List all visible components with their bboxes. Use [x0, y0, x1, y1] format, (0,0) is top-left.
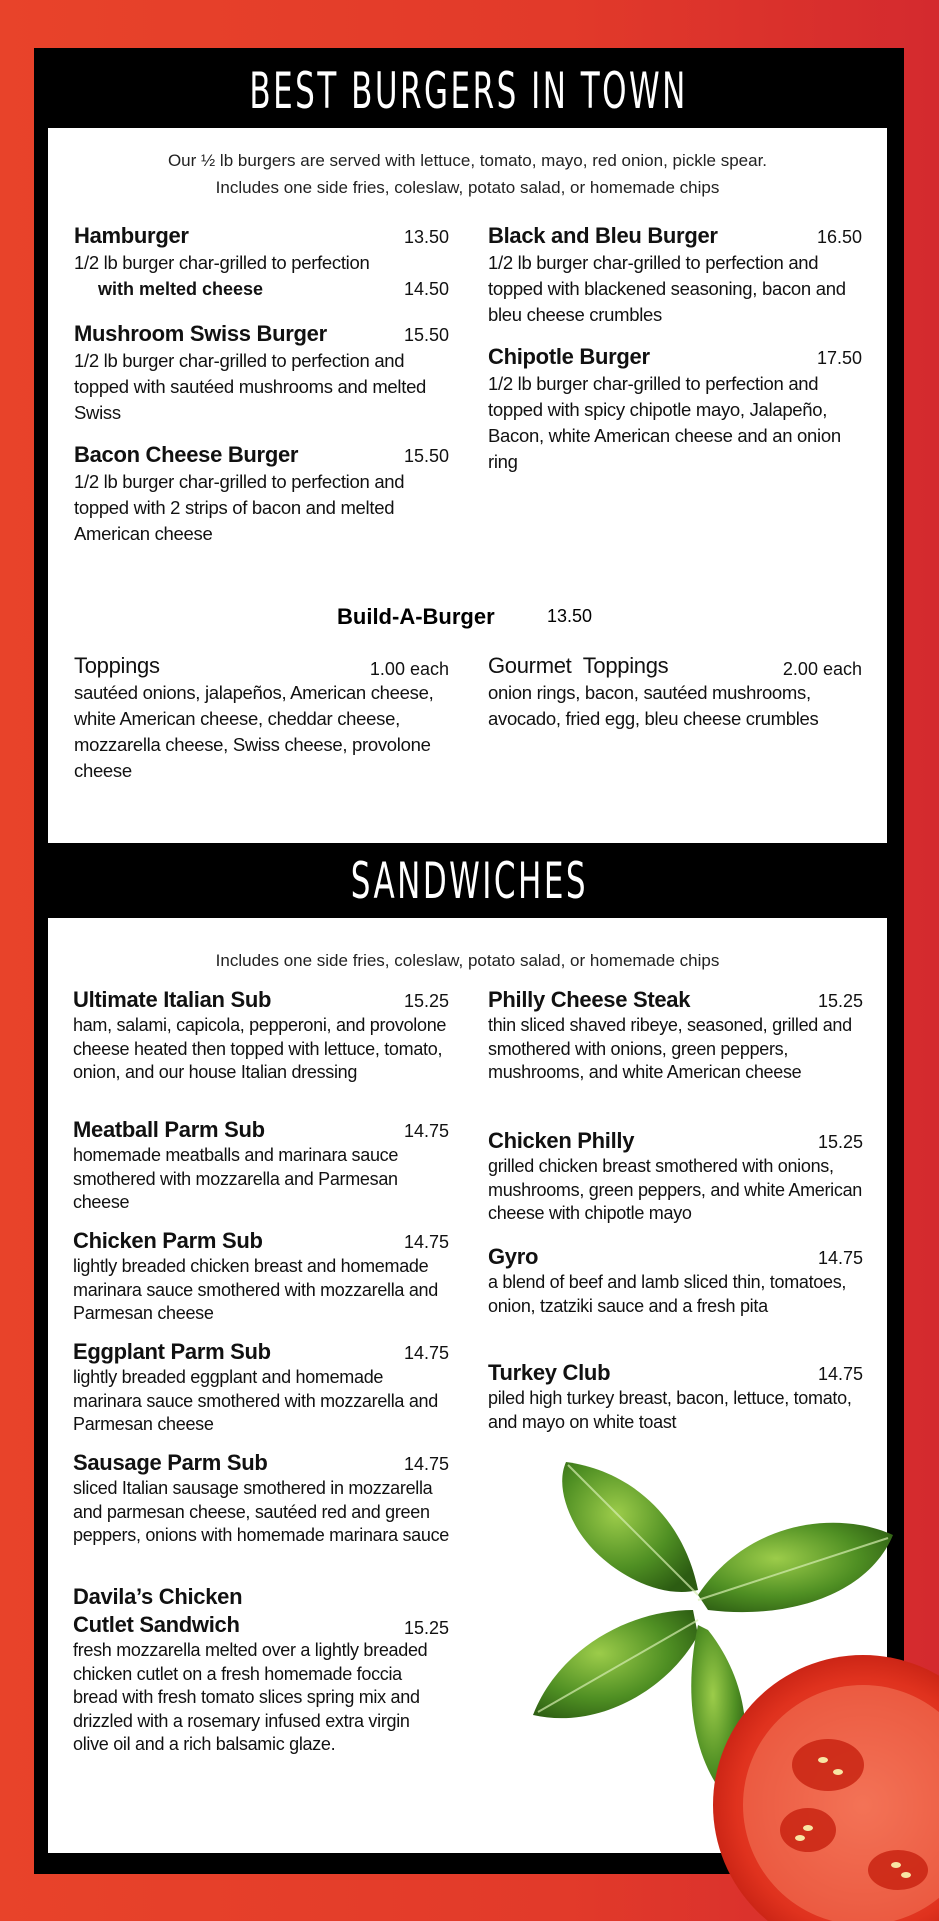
burgers-heading: BEST BURGERS IN TOWN — [249, 62, 689, 120]
menu-item-black-bleu: Black and Bleu Burger 16.50 1/2 lb burger char-grilled to perfection and topped with blackened seasoning, bacon and bleu cheese crumbles — [488, 223, 862, 325]
toppings-block: Toppings 1.00 each sautéed onions, jalapeños, American cheese, white American cheese, cheddar cheese, mozzarella cheese, Swiss cheese, provolone cheese — [74, 653, 449, 781]
menu-item-bacon-cheese: Bacon Cheese Burger 15.50 1/2 lb burger char-grilled to perfection and topped with 2 strips of bacon and melted American cheese — [74, 442, 449, 544]
tomato-icon — [713, 1655, 939, 1921]
build-a-burger-title: Build-A-Burger — [337, 604, 495, 629]
menu-item-eggplant-parm: Eggplant Parm Sub 14.75 lightly breaded eggplant and homemade marinara sauce smothered with mozzarella and Parmesan cheese — [73, 1339, 449, 1434]
burgers-intro: Our ½ lb burgers are served with lettuce, tomato, mayo, red onion, pickle spear. Includes one side fries, coleslaw, potato salad, or homemade chips — [167, 151, 768, 197]
menu-item-meatball-parm: Meatball Parm Sub 14.75 homemade meatballs and marinara sauce smothered with mozzarella and Parmesan cheese — [73, 1117, 449, 1212]
sandwiches-heading: SANDWICHES — [350, 852, 588, 910]
menu-item-chipotle: Chipotle Burger 17.50 1/2 lb burger char-grilled to perfection and topped with spicy chipotle mayo, Jalapeño, Bacon, white American cheese and an onion ring — [488, 344, 862, 472]
menu-item-turkey-club: Turkey Club 14.75 piled high turkey breast, bacon, lettuce, tomato, and mayo on white toast — [488, 1360, 863, 1432]
menu-item-davilas-chicken-cutlet: Davila’s Chicken Cutlet Sandwich 15.25 fresh mozzarella melted over a lightly breaded chicken cutlet on a fresh homemade foccia bread with fresh tomato slices spring mix and drizzled with a rosemary infused extra virgin olive oil and a rich balsamic glaze. — [73, 1584, 449, 1754]
hamburger-cheese-option: with melted cheese 14.50 — [98, 279, 449, 299]
menu-item-sausage-parm: Sausage Parm Sub 14.75 sliced Italian sausage smothered in mozzarella and parmesan cheese, sautéed red and green peppers, onions with homemade marinara sauce — [73, 1450, 450, 1545]
build-a-burger-price: 13.50 — [547, 606, 593, 626]
menu-item-hamburger: Hamburger 13.50 1/2 lb burger char-grilled to perfection with melted cheese 14.50 — [74, 222, 449, 302]
basil-tomato-illustration — [508, 1460, 939, 1921]
menu-item-philly-cheese-steak: Philly Cheese Steak 15.25 thin sliced shaved ribeye, seasoned, grilled and smothered with onions, green peppers, mushrooms, and white American cheese — [488, 987, 863, 1082]
menu-item-gyro: Gyro 14.75 a blend of beef and lamb sliced thin, tomatoes, onion, tzatziki sauce and a fresh pita — [488, 1244, 863, 1316]
menu-item-chicken-parm: Chicken Parm Sub 14.75 lightly breaded chicken breast and homemade marinara sauce smothered with mozzarella and Parmesan cheese — [73, 1228, 449, 1323]
gourmet-toppings-block: Gourmet Toppings 2.00 each onion rings, bacon, sautéed mushrooms, avocado, fried egg, bleu cheese crumbles — [488, 653, 862, 729]
sandwiches-intro: Includes one side fries, coleslaw, potato salad, or homemade chips — [215, 951, 720, 970]
menu-item-mushroom-swiss: Mushroom Swiss Burger 15.50 1/2 lb burger char-grilled to perfection and topped with sautéed mushrooms and melted Swiss — [74, 321, 449, 423]
menu-item-chicken-philly: Chicken Philly 15.25 grilled chicken breast smothered with onions, mushrooms, green peppers, and white American cheese with chipotle mayo — [488, 1128, 863, 1223]
menu-item-ultimate-italian: Ultimate Italian Sub 15.25 ham, salami, capicola, pepperoni, and provolone cheese heated then topped with lettuce, tomato, onion, and our house Italian dressing — [73, 987, 449, 1082]
